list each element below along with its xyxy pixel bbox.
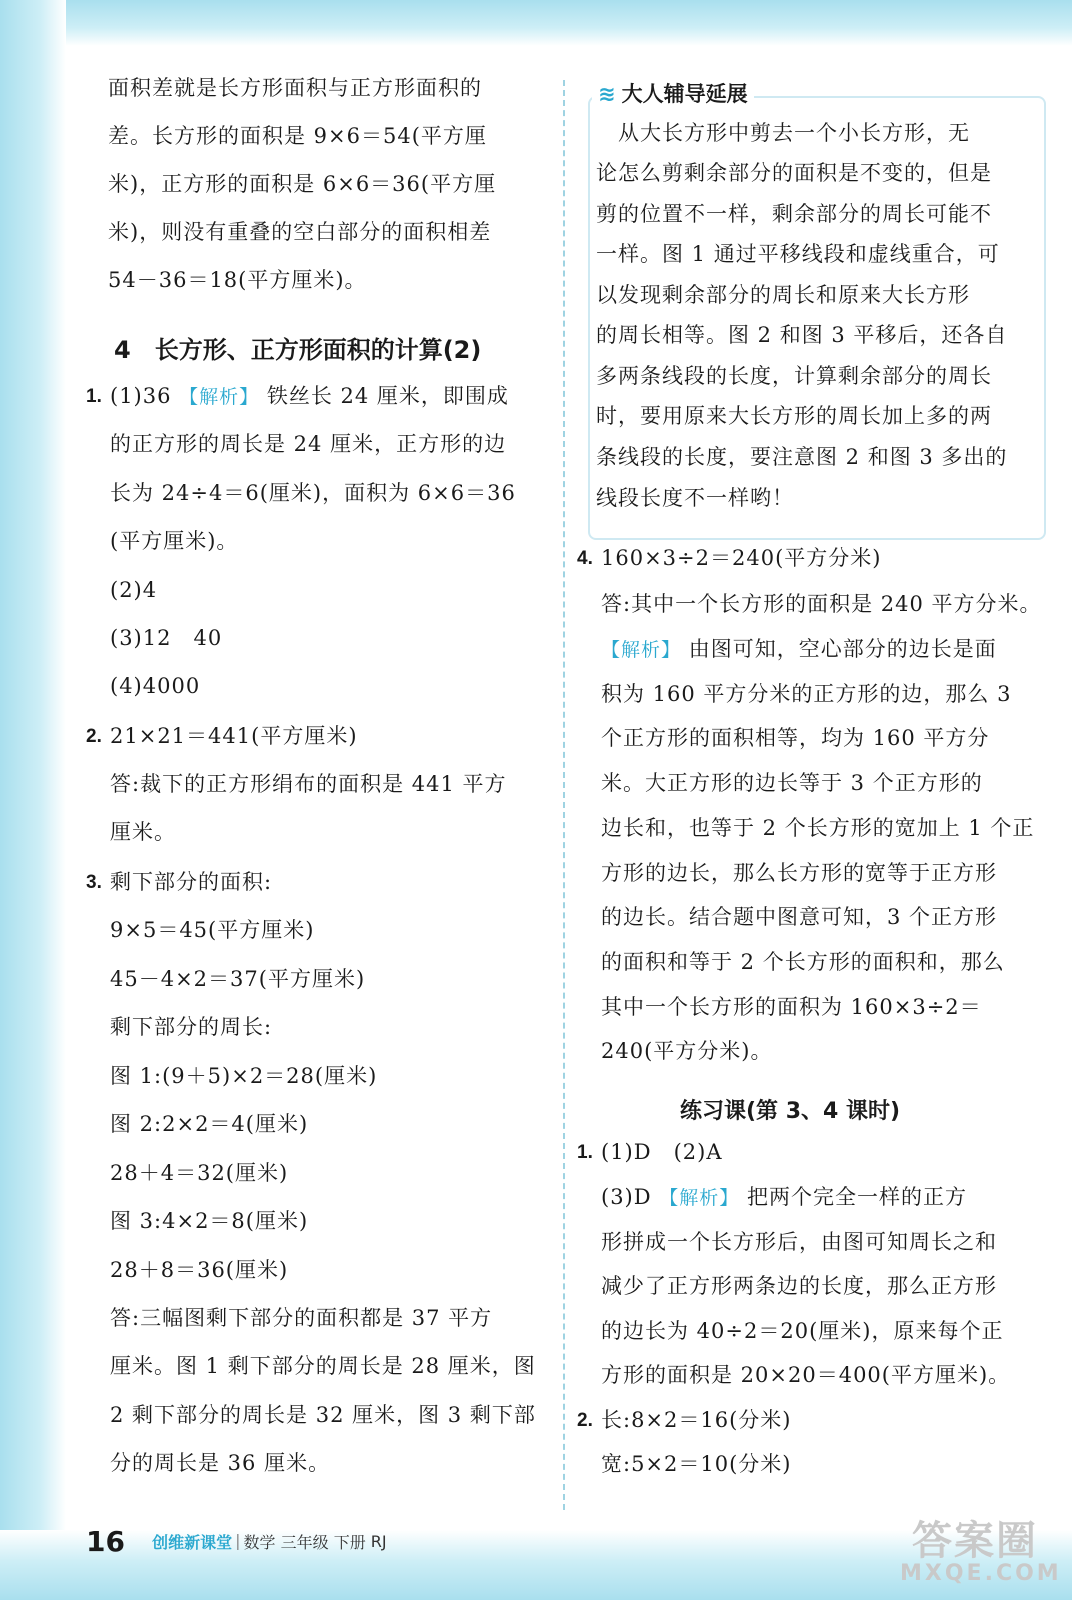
p1-line: 形拼成一个长方形后，由图可知周长之和 <box>601 1230 997 1254</box>
q3-line: 图 3:4×2＝8(厘米) <box>110 1209 309 1233</box>
p2-line: 宽:5×2＝10(分米) <box>601 1452 792 1476</box>
p1-analysis-start: 把两个完全一样的正方 <box>746 1185 967 1209</box>
q4-line: 答:其中一个长方形的面积是 240 平方分米。 <box>601 592 1042 616</box>
analysis-tag: 【解析】 <box>179 386 260 408</box>
footer-separator: | <box>235 1531 241 1550</box>
q4-line: 160×3÷2＝240(平方分米) <box>601 546 882 570</box>
q1-first-line <box>110 382 509 411</box>
q4-analysis-line: 240(平方分米)。 <box>601 1039 773 1063</box>
volume: 下册 <box>333 1533 366 1552</box>
q3-line: 图 2:2×2＝4(厘米) <box>110 1112 309 1136</box>
q3-line: 9×5＝45(平方厘米) <box>110 918 315 942</box>
callout-line: 时，要用原来大长方形的周长加上多的两 <box>596 404 992 428</box>
q2-line: 厘米。 <box>110 820 176 844</box>
q3-line: 图 1:(9＋5)×2＝28(厘米) <box>110 1064 378 1088</box>
q1-analysis-start: 铁丝长 24 厘米，即围成 <box>266 384 509 408</box>
q3-line: 答:三幅图剩下部分的面积都是 37 平方 <box>110 1306 493 1330</box>
callout-line: 线段长度不一样哟！ <box>596 486 794 510</box>
section-heading: 4 长方形、正方形面积的计算(2) <box>114 336 482 364</box>
question-number: 3. <box>86 872 102 893</box>
p2-line: 长:8×2＝16(分米) <box>601 1408 792 1432</box>
q4-analysis-line: 积为 160 平方分米的正方形的边，那么 3 <box>601 682 1012 706</box>
q4-analysis-line: 的边长。结合题中图意可知，3 个正方形 <box>601 905 998 929</box>
q4-analysis-line: 方形的边长，那么长方形的宽等于正方形 <box>601 861 997 885</box>
intro-line: 米)，正方形的面积是 6×6＝36(平方厘 <box>108 172 497 196</box>
watermark-main: 答案圈 <box>912 1518 1038 1564</box>
q3-line: 28＋4＝32(厘米) <box>110 1161 289 1185</box>
grade: 三年级 <box>280 1533 329 1552</box>
series-name: 创维新课堂 <box>152 1533 233 1552</box>
page-footer <box>86 1525 387 1558</box>
q3-line: 分的周长是 36 厘米。 <box>110 1451 331 1475</box>
q4-analysis-start: 由图可知，空心部分的边长是面 <box>688 637 997 661</box>
q3-line: 厘米。图 1 剩下部分的周长是 28 厘米，图 <box>110 1354 536 1378</box>
callout-line: 以发现剩余部分的周长和原来大长方形 <box>596 283 970 307</box>
intro-line: 米)，则没有重叠的空白部分的面积相差 <box>108 220 492 244</box>
question-number: 2. <box>86 726 102 747</box>
q1-line: (3)12 40 <box>110 626 223 650</box>
callout-title-text: 大人辅导延展 <box>621 82 748 106</box>
analysis-tag: 【解析】 <box>601 639 682 661</box>
p1-line: 方形的面积是 20×20＝400(平方厘米)。 <box>601 1363 1011 1387</box>
watermark-logo <box>900 1518 1062 1590</box>
q3-line: 45－4×2＝37(平方厘米) <box>110 967 366 991</box>
subject: 数学 <box>243 1533 276 1552</box>
intro-line: 54－36＝18(平方厘米)。 <box>108 268 367 292</box>
wave-icon: ≋ <box>598 82 616 106</box>
watermark-sub: MXQE.COM <box>900 1561 1062 1586</box>
callout-line: 多两条线段的长度，计算剩余部分的周长 <box>596 364 992 388</box>
q3-line: 剩下部分的面积: <box>110 870 273 894</box>
q4-analysis-line: 的面积和等于 2 个长方形的面积和，那么 <box>601 950 1005 974</box>
edition: RJ <box>370 1532 387 1551</box>
question-number: 4. <box>577 548 593 569</box>
q4-analysis-line: 个正方形的面积相等，均为 160 平方分 <box>601 726 990 750</box>
p1-line: (1)D (2)A <box>601 1140 723 1164</box>
q2-line: 21×21＝441(平方厘米) <box>110 724 358 748</box>
question-number: 1. <box>577 1142 593 1163</box>
callout-line: 从大长方形中剪去一个小长方形，无 <box>596 121 970 145</box>
q1-line: 长为 24÷4＝6(厘米)，面积为 6×6＝36 <box>110 481 516 505</box>
q1-line: (平方厘米)。 <box>110 529 239 553</box>
q1-line: (4)4000 <box>110 674 201 698</box>
q4-analysis-line: 其中一个长方形的面积为 160×3÷2＝ <box>601 995 982 1019</box>
q3-line: 2 剩下部分的周长是 32 厘米，图 3 剩下部 <box>110 1403 536 1427</box>
analysis-tag: 【解析】 <box>659 1187 740 1209</box>
callout-line: 剪的位置不一样，剩余部分的周长可能不 <box>596 202 992 226</box>
question-number: 1. <box>86 386 102 407</box>
q4-analysis-line: 米。大正方形的边长等于 3 个正方形的 <box>601 771 983 795</box>
q4-analysis-line: 边长和，也等于 2 个长方形的宽加上 1 个正 <box>601 816 1035 840</box>
q2-line: 答:裁下的正方形绢布的面积是 441 平方 <box>110 772 507 796</box>
practice-heading: 练习课(第 3、4 课时) <box>680 1099 901 1124</box>
question-number: 2. <box>577 1410 593 1431</box>
column-divider <box>563 80 565 1510</box>
q3-line: 28＋8＝36(厘米) <box>110 1258 289 1282</box>
q1-line: (2)4 <box>110 578 158 602</box>
intro-line: 面积差就是长方形面积与正方形面积的 <box>108 76 482 100</box>
callout-line: 条线段的长度，要注意图 2 和图 3 多出的 <box>596 445 1008 469</box>
q1-line: 的正方形的周长是 24 厘米，正方形的边 <box>110 432 507 456</box>
callout-line: 的周长相等。图 2 和图 3 平移后，还各自 <box>596 323 1008 347</box>
callout-title <box>592 78 754 108</box>
p1-line: 减少了正方形两条边的长度，那么正方形 <box>601 1274 997 1298</box>
callout-line: 论怎么剪剩余部分的面积是不变的，但是 <box>596 161 992 185</box>
page-border-top <box>0 0 1072 46</box>
p1-line: 的边长为 40÷2＝20(厘米)，原来每个正 <box>601 1319 1004 1343</box>
p1-part3-answer: (3)D <box>601 1185 652 1209</box>
q1-part1-answer: (1)36 <box>110 384 172 408</box>
page-border-left <box>0 0 66 1600</box>
q4-analysis-first-line <box>601 635 997 664</box>
intro-line: 差。长方形的面积是 9×6＝54(平方厘 <box>108 124 487 148</box>
callout-line: 一样。图 1 通过平移线段和虚线重合，可 <box>596 242 1000 266</box>
page-number: 16 <box>86 1525 125 1558</box>
p1-analysis-first-line <box>601 1183 967 1212</box>
q3-line: 剩下部分的周长: <box>110 1015 273 1039</box>
